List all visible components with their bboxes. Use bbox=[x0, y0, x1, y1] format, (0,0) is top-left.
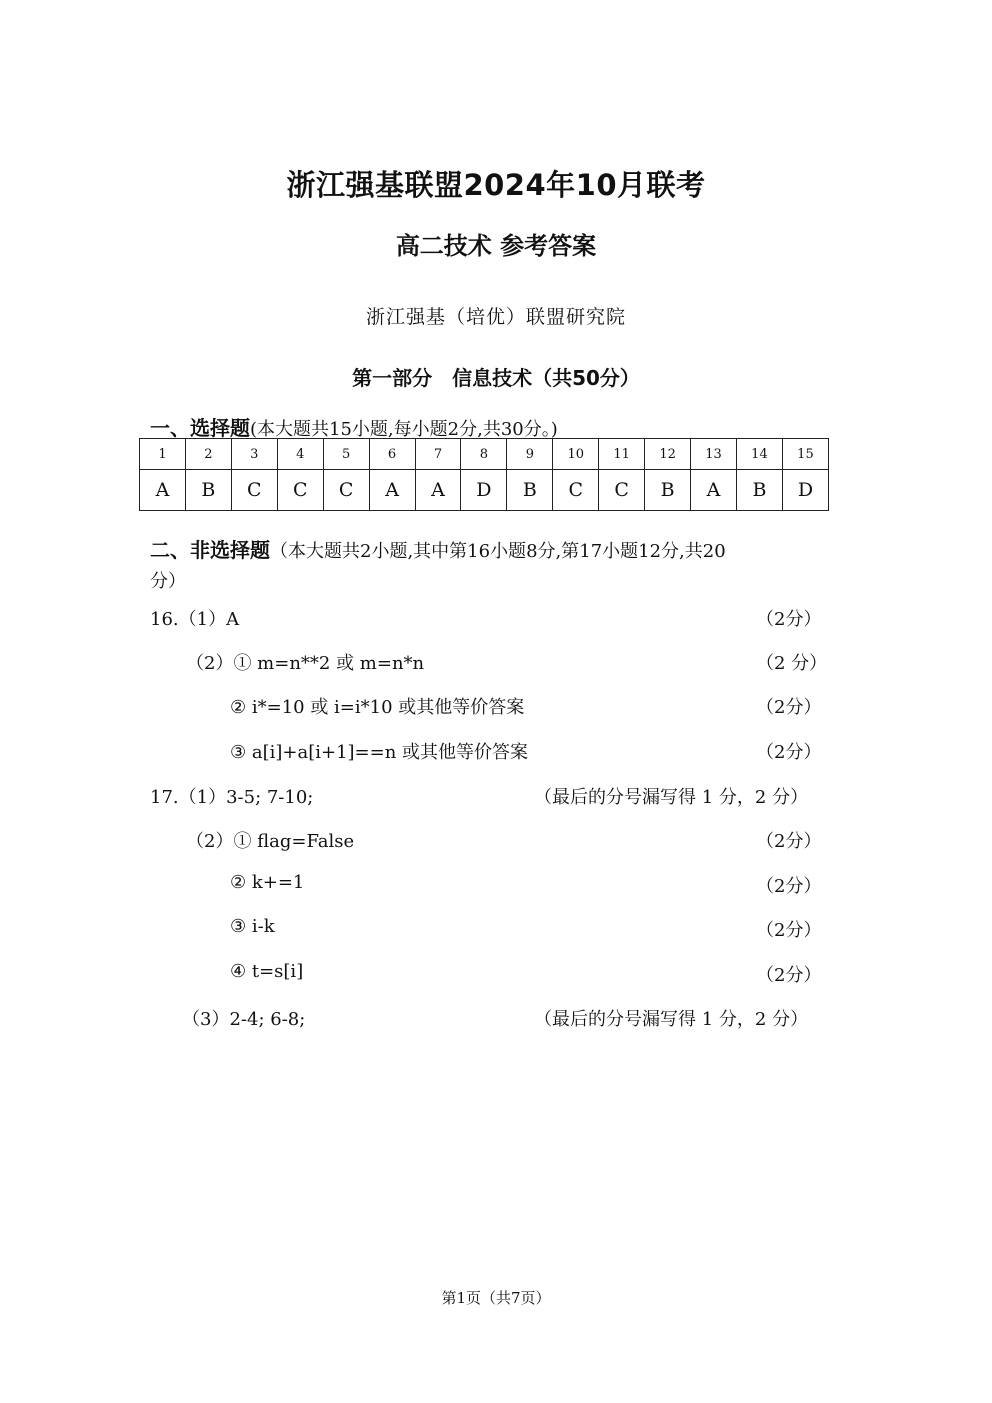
section1-desc: (本大题共15小题,每小题2分,共30分。) bbox=[250, 419, 558, 440]
answer-table-answers-row bbox=[140, 470, 829, 511]
answer-line-16-2-2: ② i*=10 或 i=i*10 或其他等价答案 bbox=[230, 697, 525, 718]
question-number: 9 bbox=[507, 439, 553, 470]
part-title: 第一部分 信息技术（共50分） bbox=[352, 366, 640, 390]
section2-title: 二、非选择题 bbox=[150, 538, 270, 562]
answer-line-16-1: 16.（1）A bbox=[150, 609, 240, 630]
answer-letter: A bbox=[140, 470, 186, 511]
answer-letter: C bbox=[277, 470, 323, 511]
page-title: 浙江强基联盟2024年10月联考 bbox=[286, 168, 706, 202]
score-17-2-3: （2分） bbox=[756, 920, 822, 941]
question-number: 5 bbox=[323, 439, 369, 470]
score-17-2-4: （2分） bbox=[756, 965, 822, 986]
question-number: 11 bbox=[599, 439, 645, 470]
question-number: 14 bbox=[736, 439, 782, 470]
score-16-2-2: （2分） bbox=[756, 697, 822, 718]
question-number: 3 bbox=[231, 439, 277, 470]
score-17-2-2: （2分） bbox=[756, 876, 822, 897]
answer-letter: C bbox=[553, 470, 599, 511]
question-number: 4 bbox=[277, 439, 323, 470]
section2-heading bbox=[150, 534, 726, 563]
question-number: 13 bbox=[691, 439, 737, 470]
score-16-2-1: （2 分） bbox=[756, 653, 828, 674]
page-footer: 第1页（共7页） bbox=[441, 1289, 551, 1307]
question-number: 8 bbox=[461, 439, 507, 470]
answer-letter: A bbox=[691, 470, 737, 511]
answer-letter: C bbox=[599, 470, 645, 511]
answer-letter: A bbox=[369, 470, 415, 511]
score-16-2-3: （2分） bbox=[756, 742, 822, 763]
answer-line-16-2-3: ③ a[i]+a[i+1]==n 或其他等价答案 bbox=[230, 742, 529, 763]
score-17-2-1: （2分） bbox=[756, 831, 822, 852]
answer-line-17-2-3: ③ i-k bbox=[230, 916, 275, 937]
question-number: 1 bbox=[140, 439, 186, 470]
question-number: 12 bbox=[645, 439, 691, 470]
question-number: 10 bbox=[553, 439, 599, 470]
answer-letter: D bbox=[461, 470, 507, 511]
answer-letter: B bbox=[185, 470, 231, 511]
answer-table bbox=[139, 438, 829, 511]
section2-desc: （本大题共2小题,其中第16小题8分,第17小题12分,共20 bbox=[270, 541, 726, 562]
section1-heading bbox=[150, 412, 558, 441]
page-subtitle: 高二技术 参考答案 bbox=[395, 232, 597, 260]
answer-line-17-3: （3）2-4; 6-8; bbox=[182, 1009, 306, 1030]
question-number: 7 bbox=[415, 439, 461, 470]
answer-letter: D bbox=[782, 470, 828, 511]
score-17-3: （最后的分号漏写得 1 分，2 分） bbox=[534, 1009, 809, 1030]
answer-letter: B bbox=[507, 470, 553, 511]
question-number: 15 bbox=[782, 439, 828, 470]
answer-line-17-2-4: ④ t=s[i] bbox=[230, 961, 304, 982]
answer-letter: B bbox=[736, 470, 782, 511]
question-number: 6 bbox=[369, 439, 415, 470]
answer-line-17-2-1: （2）① flag=False bbox=[186, 831, 355, 852]
score-16-1: （2分） bbox=[756, 609, 822, 630]
answer-line-17-2-2: ② k+=1 bbox=[230, 872, 305, 893]
answer-table-numbers-row bbox=[140, 439, 829, 470]
answer-line-16-2-1: （2）① m=n**2 或 m=n*n bbox=[186, 653, 425, 674]
answer-letter: C bbox=[323, 470, 369, 511]
organization: 浙江强基（培优）联盟研究院 bbox=[365, 306, 626, 328]
answer-letter: A bbox=[415, 470, 461, 511]
score-17-1: （最后的分号漏写得 1 分，2 分） bbox=[534, 787, 809, 808]
question-number: 2 bbox=[185, 439, 231, 470]
answer-letter: C bbox=[231, 470, 277, 511]
answer-letter: B bbox=[645, 470, 691, 511]
section2-desc-continued: 分） bbox=[150, 571, 186, 592]
answer-line-17-1: 17.（1）3-5; 7-10; bbox=[150, 787, 314, 808]
section1-title: 一、选择题 bbox=[150, 416, 250, 440]
